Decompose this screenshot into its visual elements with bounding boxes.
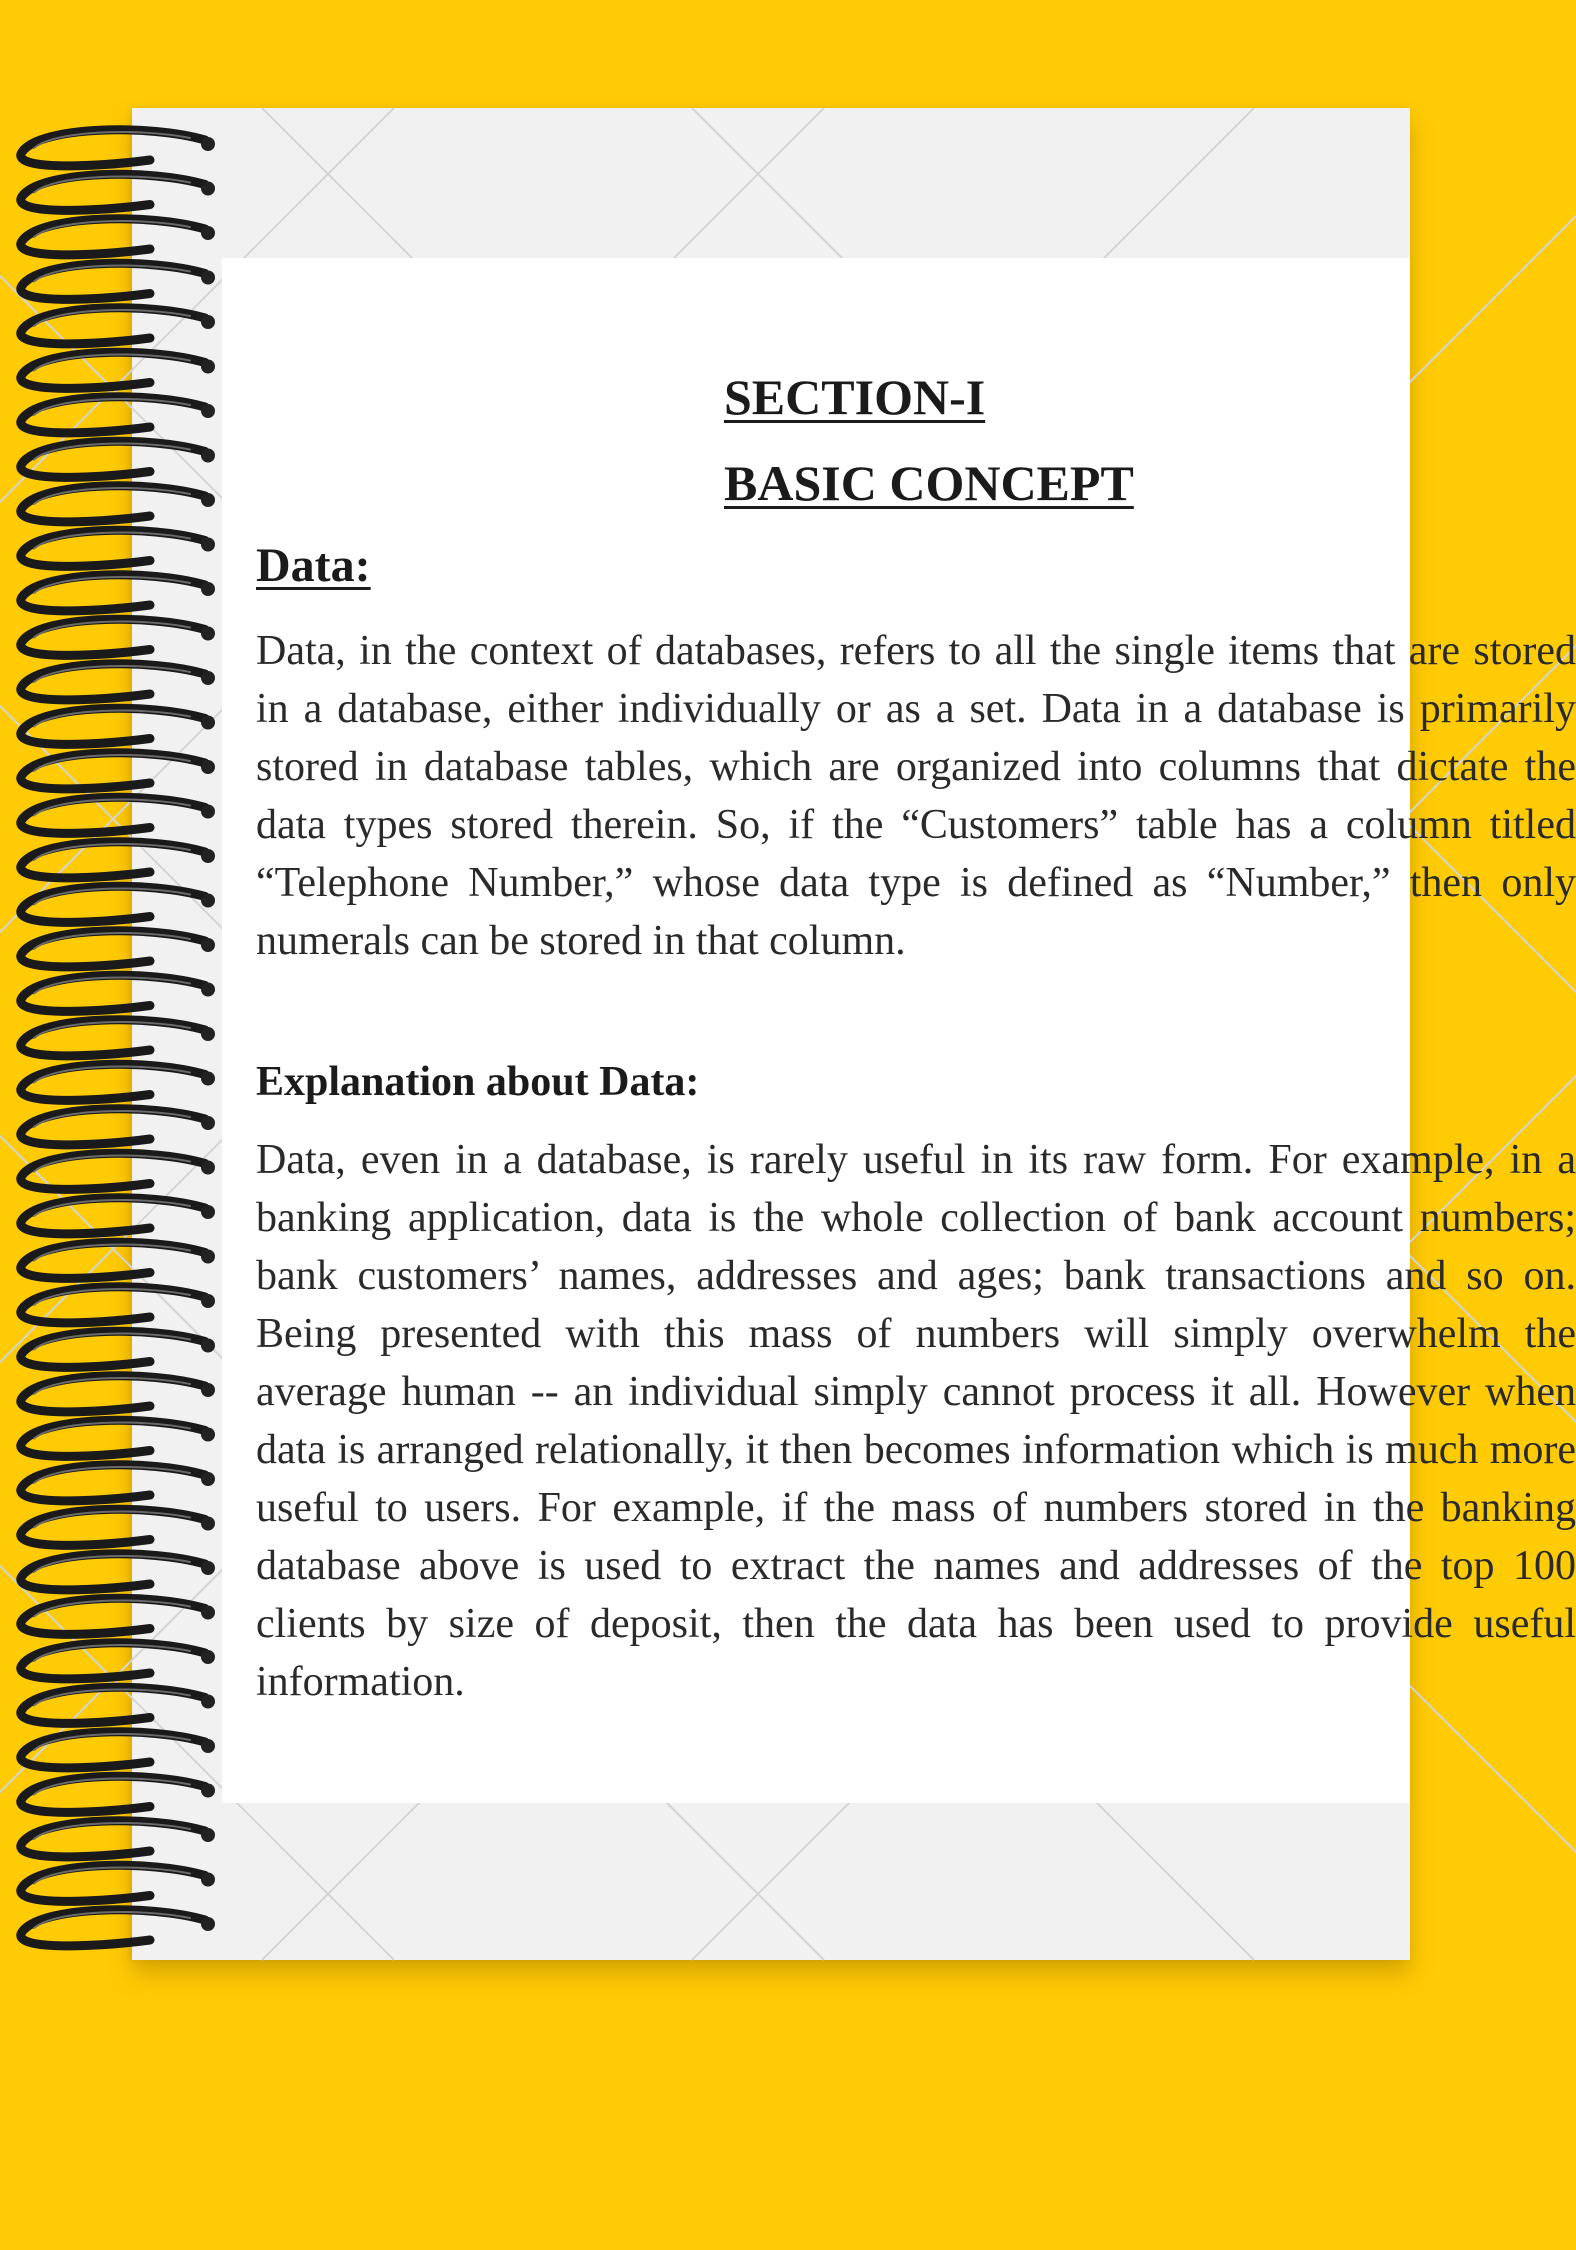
section-title: SECTION-I bbox=[724, 369, 986, 425]
spiral-coil bbox=[21, 1287, 215, 1323]
spiral-coil bbox=[21, 664, 215, 700]
explanation-paragraph: Data, even in a database, is rarely useful in its raw form. For example, in a banking application, data is the whole collection of bank account numbers; bank customers’ names, addresses and ages; bank transactions and so on. Being presented with this mass of numbers will simply overwhelm the average human -- an individual simply cannot process it all. However when data is arranged relationally, it then becomes information which is much more useful to users. For example, if the mass of numbers stored in the banking database above is used to extract the names and addresses of the top 100 clients by size of deposit, then the data has been used to provide useful information. bbox=[256, 1137, 1576, 1705]
spiral-coil bbox=[21, 1687, 215, 1723]
spiral-coil bbox=[21, 1509, 215, 1545]
notebook-page bbox=[132, 108, 1576, 1960]
spiral-coil bbox=[21, 1465, 215, 1501]
content-sheet bbox=[222, 258, 1576, 1803]
explanation-heading: Explanation about Data: bbox=[256, 1059, 700, 1105]
data-paragraph: Data, in the context of databases, refers to all the single items that are stored in a database, either individually or as a set. Data in a database is primarily stored in database tables, which are organized into columns that dictate the data types stored therein. So, if the “Customers” table has a column titled “Telephone Number,” whose data type is defined as “Number,” then only numerals can be stored in that column. bbox=[256, 628, 1576, 964]
spiral-coil bbox=[21, 1732, 215, 1768]
spiral-coil bbox=[21, 975, 215, 1011]
spiral-binding bbox=[0, 108, 240, 1968]
spiral-coil bbox=[21, 1153, 215, 1189]
spiral-coil bbox=[21, 1198, 215, 1234]
spiral-coil bbox=[21, 263, 215, 299]
spiral-coil bbox=[21, 797, 215, 833]
spiral-coil bbox=[21, 886, 215, 922]
section-subtitle: BASIC CONCEPT bbox=[724, 455, 1134, 511]
spiral-coil bbox=[21, 1376, 215, 1412]
spiral-coil bbox=[21, 1420, 215, 1456]
spiral-coil bbox=[21, 1910, 215, 1946]
spiral-coil bbox=[21, 130, 215, 166]
spiral-coil bbox=[21, 1598, 215, 1634]
spiral-coil bbox=[21, 352, 215, 388]
data-heading: Data: bbox=[256, 539, 371, 592]
spiral-coil bbox=[21, 619, 215, 655]
spiral-coil bbox=[21, 575, 215, 611]
spiral-coil bbox=[21, 708, 215, 744]
spiral-coil bbox=[21, 1020, 215, 1056]
spiral-coil bbox=[21, 486, 215, 522]
spiral-coil bbox=[21, 1331, 215, 1367]
spiral-coil bbox=[21, 1821, 215, 1857]
spiral-coil bbox=[21, 1554, 215, 1590]
spiral-coil bbox=[21, 174, 215, 210]
spiral-coil bbox=[21, 530, 215, 566]
spiral-coil bbox=[21, 1865, 215, 1901]
spiral-coil bbox=[21, 1109, 215, 1145]
spiral-coil bbox=[21, 308, 215, 344]
spiral-coil bbox=[21, 931, 215, 967]
spiral-coil bbox=[21, 441, 215, 477]
spiral-coil bbox=[21, 397, 215, 433]
spiral-coil bbox=[21, 1643, 215, 1679]
spiral-coil bbox=[21, 842, 215, 878]
spiral-coil bbox=[21, 1064, 215, 1100]
spiral-coil bbox=[21, 753, 215, 789]
spiral-coil bbox=[21, 1242, 215, 1278]
spiral-coil bbox=[21, 219, 215, 255]
spiral-coil bbox=[21, 1776, 215, 1812]
